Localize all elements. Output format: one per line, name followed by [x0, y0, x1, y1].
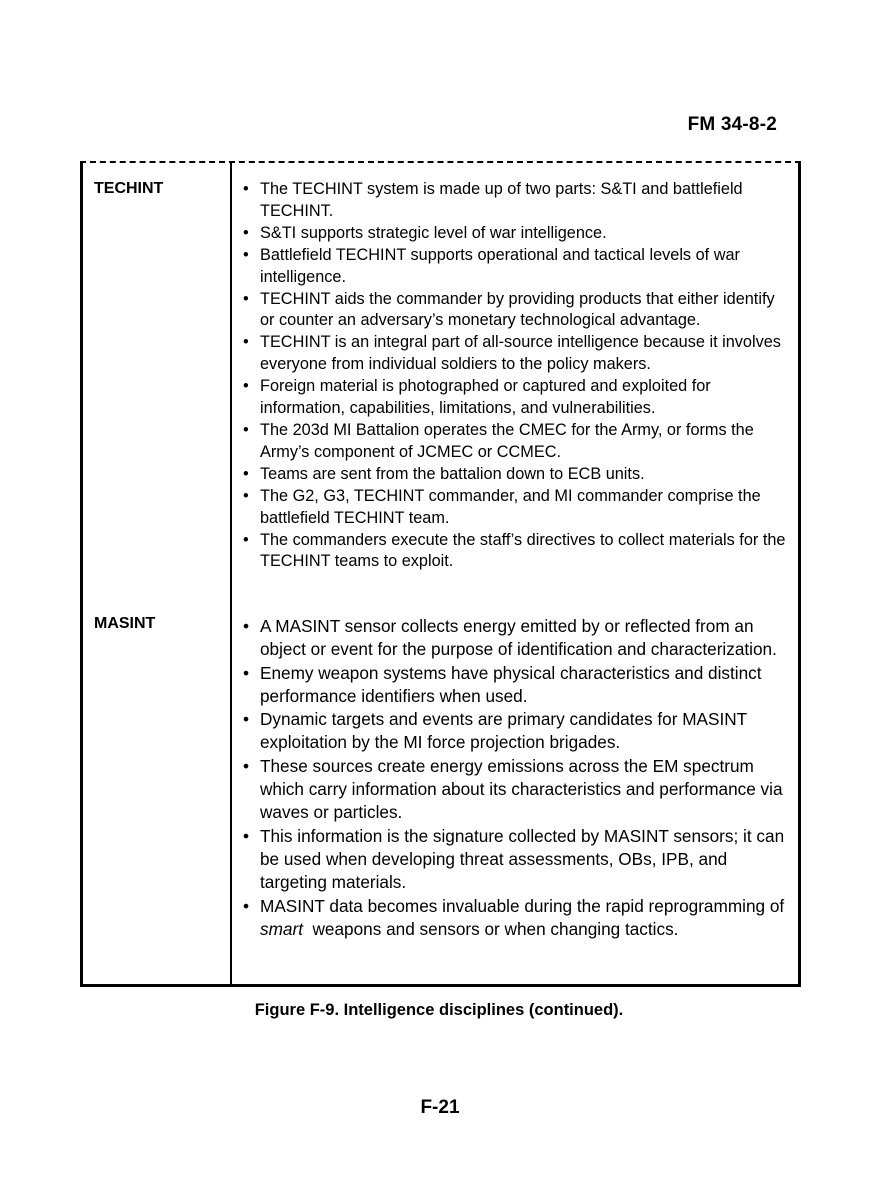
list-item: • This information is the signature collected by MASINT sensors; it can be used when developing threat assessments, OBs, IPB, and targeting materials.: [240, 825, 788, 895]
column-divider: [230, 163, 232, 984]
masint-bullet-list: [240, 615, 788, 941]
masint-row-label: MASINT: [94, 615, 156, 632]
list-item: • A MASINT sensor collects energy emitted by or reflected from an object or event for the purpose of identification and characterization.: [240, 615, 788, 662]
intelligence-disciplines-table: [80, 161, 801, 987]
list-item: • Dynamic targets and events are primary candidates for MASINT exploitation by the MI force projection brigades.: [240, 708, 788, 755]
list-item: • The TECHINT system is made up of two parts: S&TI and battlefield TECHINT.: [240, 179, 788, 223]
page-number: F-21: [420, 1097, 460, 1118]
list-item: • Teams are sent from the battalion down to ECB units.: [240, 464, 788, 486]
list-item: [240, 895, 788, 942]
list-item: • These sources create energy emissions across the EM spectrum which carry information about its characteristics and performance via waves or particles.: [240, 755, 788, 825]
list-item: • The G2, G3, TECHINT commander, and MI commander comprise the battlefield TECHINT team.: [240, 486, 788, 530]
emphasized-word: smart: [260, 918, 303, 939]
list-item: • TECHINT is an integral part of all-source intelligence because it involves everyone from individual soldiers to the policy makers.: [240, 332, 788, 376]
item-text: MASINT data becomes invaluable during the rapid reprogramming of: [260, 895, 785, 916]
list-item: • TECHINT aids the commander by providing products that either identify or counter an adversary’s monetary technological advantage.: [240, 289, 788, 333]
list-item: • Foreign material is photographed or captured and exploited for information, capabilities, limitations, and vulnerabilities.: [240, 376, 788, 420]
list-item: • The 203d MI Battalion operates the CMEC for the Army, or forms the Army’s component of JCMEC or CCMEC.: [240, 420, 788, 464]
item-text: weapons and sensors or when changing tactics.: [302, 918, 679, 939]
document-id: FM 34-8-2: [687, 114, 777, 135]
techint-row-label: TECHINT: [94, 180, 164, 197]
figure-caption: Figure F-9. Intelligence disciplines (continued).: [254, 1001, 624, 1019]
list-item: • The commanders execute the staff’s directives to collect materials for the TECHINT teams to exploit.: [240, 530, 788, 574]
list-item: • Enemy weapon systems have physical characteristics and distinct performance identifiers when used.: [240, 662, 788, 709]
list-item: • Battlefield TECHINT supports operational and tactical levels of war intelligence.: [240, 245, 788, 289]
list-item: • S&TI supports strategic level of war intelligence.: [240, 223, 788, 245]
techint-bullet-list: [240, 179, 788, 573]
